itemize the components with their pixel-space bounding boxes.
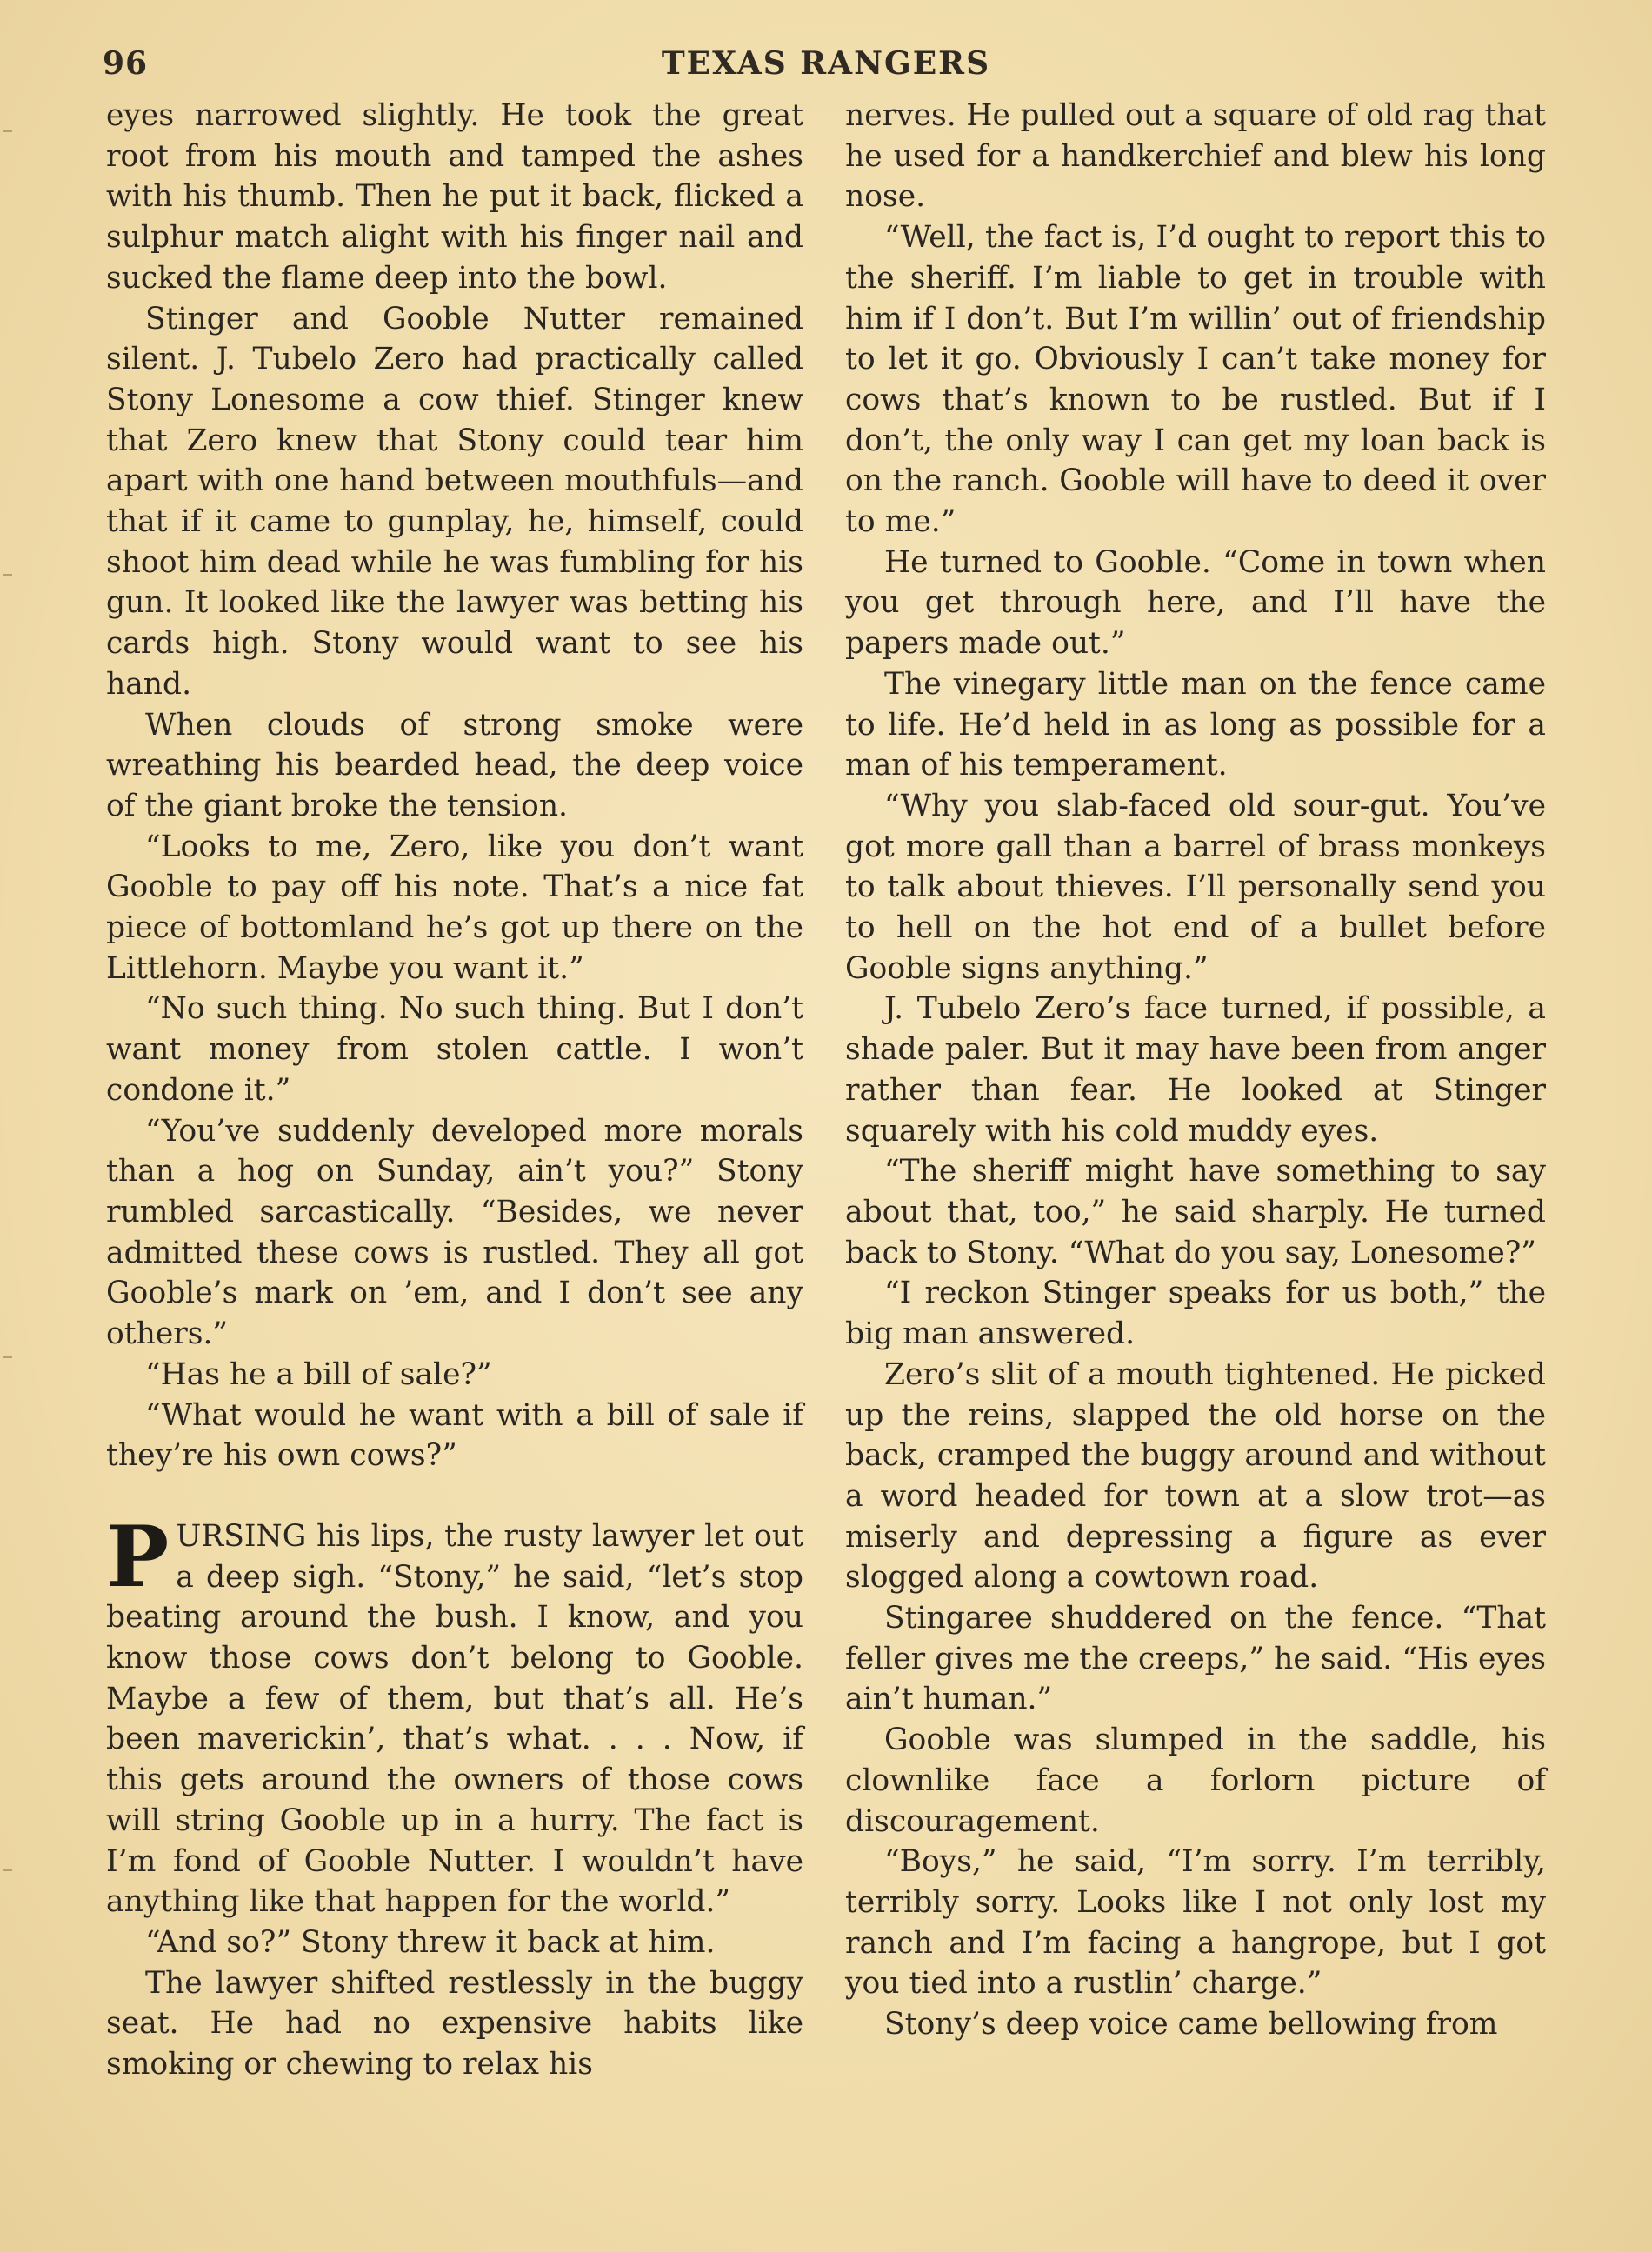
- running-head-title: TEXAS RANGERS: [661, 45, 991, 82]
- page-number: 96: [103, 45, 149, 82]
- paragraph: nerves. He pulled out a square of old rag that he used for a handkerchief and blew his long nose.: [845, 98, 1546, 215]
- dropcap-lead-in: URSING: [176, 1518, 307, 1554]
- paragraph: When clouds of strong smoke were wreathing his bearded head, the deep voice of the giant broke the tension.: [106, 707, 803, 823]
- paragraph: “What would he want with a bill of sale if they’re his own cows?”: [106, 1397, 803, 1474]
- margin-mark: [3, 130, 12, 132]
- paragraph: Stony’s deep voice came bellowing from: [884, 2007, 1498, 2042]
- paragraph: “Well, the fact is, I’d ought to report this to the sheriff. I’m liable to get in trouble with him if I don’t. But I’m willin’ out of friendship to let it go. Obviously I can’t take money for cows that’s known to be rustled. But if I don’t, the only way I can get my loan back is on the ranch. Gooble will have to deed it over to me.”: [845, 220, 1546, 540]
- paragraph: “Why you slab-faced old sour-gut. You’ve got more gall than a barrel of brass monkeys to talk about thieves. I’ll personally send you to hell on the hot end of a bullet before Gooble signs anything.”: [845, 788, 1546, 986]
- paragraph: Stingaree shuddered on the fence. “That feller gives me the creeps,” he said. “His eyes ain’t human.”: [845, 1601, 1546, 1717]
- paragraph: Zero’s slit of a mouth tightened. He picked up the reins, slapped the old horse on the back, cramped the buggy around and without a word headed for town at a slow trot—as miserly and depressing a figure as ever slogged along a cowtown road.: [845, 1356, 1546, 1596]
- paragraph: “Has he a bill of sale?”: [145, 1356, 492, 1392]
- paragraph: The vinegary little man on the fence came to life. He’d held in as long as possible for a man of his temperament.: [845, 666, 1546, 783]
- paragraph: “You’ve suddenly developed more morals than a hog on Sunday, ain’t you?” Stony rumbled sarcastically. “Besides, we never admitted these cows is rustled. They all got Gooble’s mark on ’em, and I don’t see any others.”: [106, 1113, 803, 1352]
- section-break: [106, 1476, 803, 1516]
- paragraph: eyes narrowed slightly. He took the great root from his mouth and tamped the ashes with his thumb. Then he put it back, flicked a sulphur match alight with his finger nail and sucked the flame deep into the bowl.: [106, 98, 803, 296]
- paragraph: Gooble was slumped in the saddle, his clownlike face a forlorn picture of discouragement.: [845, 1722, 1546, 1839]
- paragraph: “I reckon Stinger speaks for us both,” the big man answered.: [845, 1276, 1546, 1352]
- dropcap-text: his lips, the rusty lawyer let out a deep sigh. “Stony,” he said, “let’s stop beating around the bush. I know, and you know those cows don’t belong to Gooble. Maybe a few of them, but that’s all. He’s been maverickin’, that’s what. . . . Now, if this gets around the owners of those cows will string Gooble up in a hurry. The fact is I’m fond of Gooble Nutter. I wouldn’t have anything like that happen for the world.”: [106, 1518, 803, 1920]
- paragraph: “And so?” Stony threw it back at him.: [145, 1924, 716, 1960]
- paragraph: “No such thing. No such thing. But I don’t want money from stolen cattle. I won’t condone it.”: [106, 991, 803, 1108]
- dropcap-paragraph: [106, 1507, 803, 1922]
- right-column: [845, 96, 1546, 2045]
- paragraph: He turned to Gooble. “Come in town when you get through here, and I’ll have the papers made out.”: [845, 544, 1546, 662]
- margin-mark: [3, 1869, 12, 1871]
- left-column: [106, 96, 803, 2085]
- margin-mark: [3, 574, 12, 576]
- paragraph: J. Tubelo Zero’s face turned, if possible, a shade paler. But it may have been from anger rather than fear. He looked at Stinger squarely with his cold muddy eyes.: [845, 991, 1546, 1149]
- paragraph: Stinger and Gooble Nutter remained silent. J. Tubelo Zero had practically called Stony Lonesome a cow thief. Stinger knew that Zero knew that Stony could tear him apart with one hand between mouthfuls—and that if it came to gunplay, he, himself, could shoot him dead while he was fumbling for his gun. It looked like the lawyer was betting his cards high. Stony would want to see his hand.: [106, 301, 803, 702]
- paragraph: “The sheriff might have something to say about that, too,” he said sharply. He turned back to Stony. “What do you say, Lonesome?”: [845, 1154, 1546, 1270]
- paragraph: “Looks to me, Zero, like you don’t want Gooble to pay off his note. That’s a nice fat piece of bottomland he’s got up there on the Littlehorn. Maybe you want it.”: [106, 829, 803, 986]
- paragraph: “Boys,” he said, “I’m sorry. I’m terribly, terribly sorry. Looks like I not only lost my ranch and I’m facing a hangrope, but I got you tied into a rustlin’ charge.”: [845, 1844, 1546, 2002]
- margin-mark: [3, 1356, 12, 1358]
- drop-cap: P: [106, 1507, 170, 1606]
- paragraph: The lawyer shifted restlessly in the buggy seat. He had no expensive habits like smoking or chewing to relax his: [106, 1965, 803, 2082]
